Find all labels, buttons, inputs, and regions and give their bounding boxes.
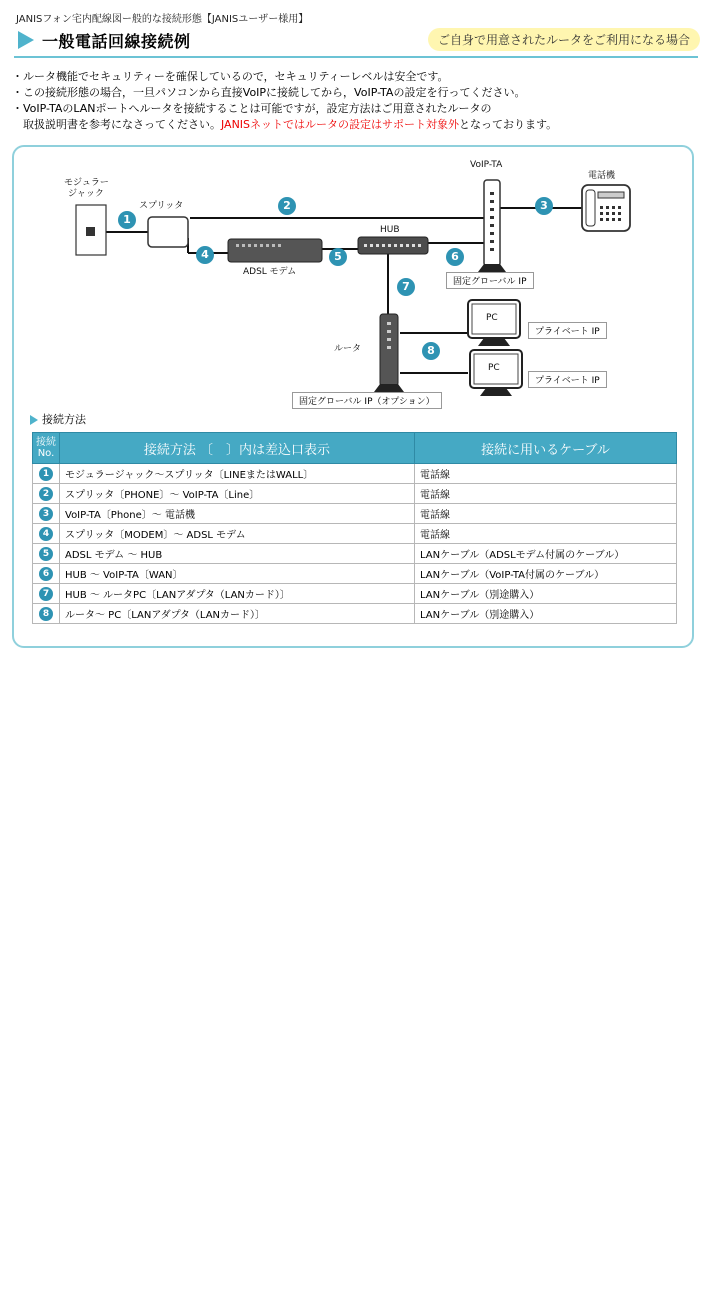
marker-6: 6 bbox=[446, 248, 464, 266]
row-method: HUB ～ ルータPC〔LANアダプタ（LANカード）〕 bbox=[60, 584, 415, 604]
row-number: 7 bbox=[39, 587, 53, 601]
private-ip-label-2: プライベート IP bbox=[528, 371, 607, 388]
phone-icon bbox=[582, 185, 630, 231]
row-method: スプリッタ〔MODEM〕～ ADSL モデム bbox=[60, 524, 415, 544]
section-title-text: 接続方法 bbox=[42, 413, 86, 426]
title-badge: ご自身で用意されたルータをご利用になる場合 bbox=[428, 28, 700, 51]
row-number: 3 bbox=[39, 507, 53, 521]
table-row bbox=[33, 544, 677, 564]
pc-2-icon bbox=[470, 350, 522, 396]
row-number: 6 bbox=[39, 567, 53, 581]
router-label: ルータ bbox=[334, 344, 362, 354]
hub-box bbox=[358, 237, 428, 254]
marker-7: 7 bbox=[397, 278, 415, 296]
voip-ta-label: VoIP-TA bbox=[470, 160, 503, 170]
header-no: 接続 No. bbox=[33, 433, 60, 464]
modular-jack-label: モジュラー ジャック bbox=[64, 178, 109, 199]
row-method: ADSL モデム ～ HUB bbox=[60, 544, 415, 564]
row-number: 5 bbox=[39, 547, 53, 561]
row-method: VoIP-TA〔Phone〕～ 電話機 bbox=[60, 504, 415, 524]
pc-2-label: PC bbox=[488, 363, 500, 373]
marker-4: 4 bbox=[196, 246, 214, 264]
row-method: HUB ～ VoIP-TA〔WAN〕 bbox=[60, 564, 415, 584]
connection-table bbox=[32, 432, 677, 624]
phone-label: 電話機 bbox=[588, 171, 616, 181]
global-ip-label: 固定グローバル IP bbox=[446, 272, 534, 289]
row-cable: 電話線 bbox=[415, 484, 677, 504]
note-line-1: ・ルータ機能でセキュリティーを確保しているので，セキュリティーレベルは安全です。 bbox=[12, 70, 449, 83]
note-line-4-pre: 取扱説明書を参考になさってください。 bbox=[12, 118, 221, 131]
row-number: 8 bbox=[39, 607, 53, 621]
row-number: 4 bbox=[39, 527, 53, 541]
adsl-modem-label: ADSL モデム bbox=[243, 267, 297, 277]
breadcrumb: JANISフォン宅内配線図ー般的な接続形態【JANISユーザー様用】 bbox=[16, 14, 309, 25]
table-row bbox=[33, 564, 677, 584]
row-method: モジュラージャック～スプリッタ〔LINEまたはWALL〕 bbox=[60, 464, 415, 484]
adsl-modem-box bbox=[228, 239, 322, 262]
table-row bbox=[33, 584, 677, 604]
row-cable: LANケーブル（別途購入） bbox=[415, 604, 677, 624]
table-row bbox=[33, 464, 677, 484]
header-method: 接続方法 〔 〕内は差込口表示 bbox=[60, 433, 415, 464]
table-row bbox=[33, 504, 677, 524]
pc-1-label: PC bbox=[486, 313, 498, 323]
row-number: 2 bbox=[39, 487, 53, 501]
marker-2: 2 bbox=[278, 197, 296, 215]
note-warning: JANISネットではルータの設定はサポート対象外 bbox=[221, 118, 460, 131]
hub-label: HUB bbox=[380, 225, 400, 235]
table-row bbox=[33, 604, 677, 624]
row-number: 1 bbox=[39, 467, 53, 481]
row-cable: 電話線 bbox=[415, 524, 677, 544]
marker-8: 8 bbox=[422, 342, 440, 360]
global-ip-option-label: 固定グローバル IP（オプション） bbox=[292, 392, 442, 409]
splitter-label: スプリッタ bbox=[139, 201, 184, 211]
pc-1-icon bbox=[468, 300, 520, 346]
note-line-4-post: となっております。 bbox=[459, 118, 558, 131]
row-cable: LANケーブル（VoIP-TA付属のケーブル） bbox=[415, 564, 677, 584]
row-method: ルータ～ PC〔LANアダプタ（LANカード）〕 bbox=[60, 604, 415, 624]
connection-diagram bbox=[0, 0, 710, 420]
private-ip-label-1: プライベート IP bbox=[528, 322, 607, 339]
table-row bbox=[33, 484, 677, 504]
table-row bbox=[33, 524, 677, 544]
page-title: 一般電話回線接続例 bbox=[42, 32, 191, 51]
note-line-3: ・VoIP-TAのLANポートへルータを接続することは可能ですが，設定方法はご用意されたルータの bbox=[12, 102, 492, 115]
row-cable: 電話線 bbox=[415, 464, 677, 484]
marker-1: 1 bbox=[118, 211, 136, 229]
note-line-2: ・この接続形態の場合，一旦パソコンから直接VoIPに接続してから，VoIP-TAの設定を行ってください。 bbox=[12, 86, 526, 99]
section-title bbox=[30, 411, 86, 427]
splitter-box bbox=[148, 217, 188, 247]
header-cable: 接続に用いるケーブル bbox=[415, 433, 677, 464]
row-cable: 電話線 bbox=[415, 504, 677, 524]
marker-5: 5 bbox=[329, 248, 347, 266]
row-method: スプリッタ〔PHONE〕～ VoIP-TA〔Line〕 bbox=[60, 484, 415, 504]
row-cable: LANケーブル（ADSLモデム付属のケーブル） bbox=[415, 544, 677, 564]
arrow-right-icon bbox=[30, 415, 38, 425]
marker-3: 3 bbox=[535, 197, 553, 215]
row-cable: LANケーブル（別途購入） bbox=[415, 584, 677, 604]
